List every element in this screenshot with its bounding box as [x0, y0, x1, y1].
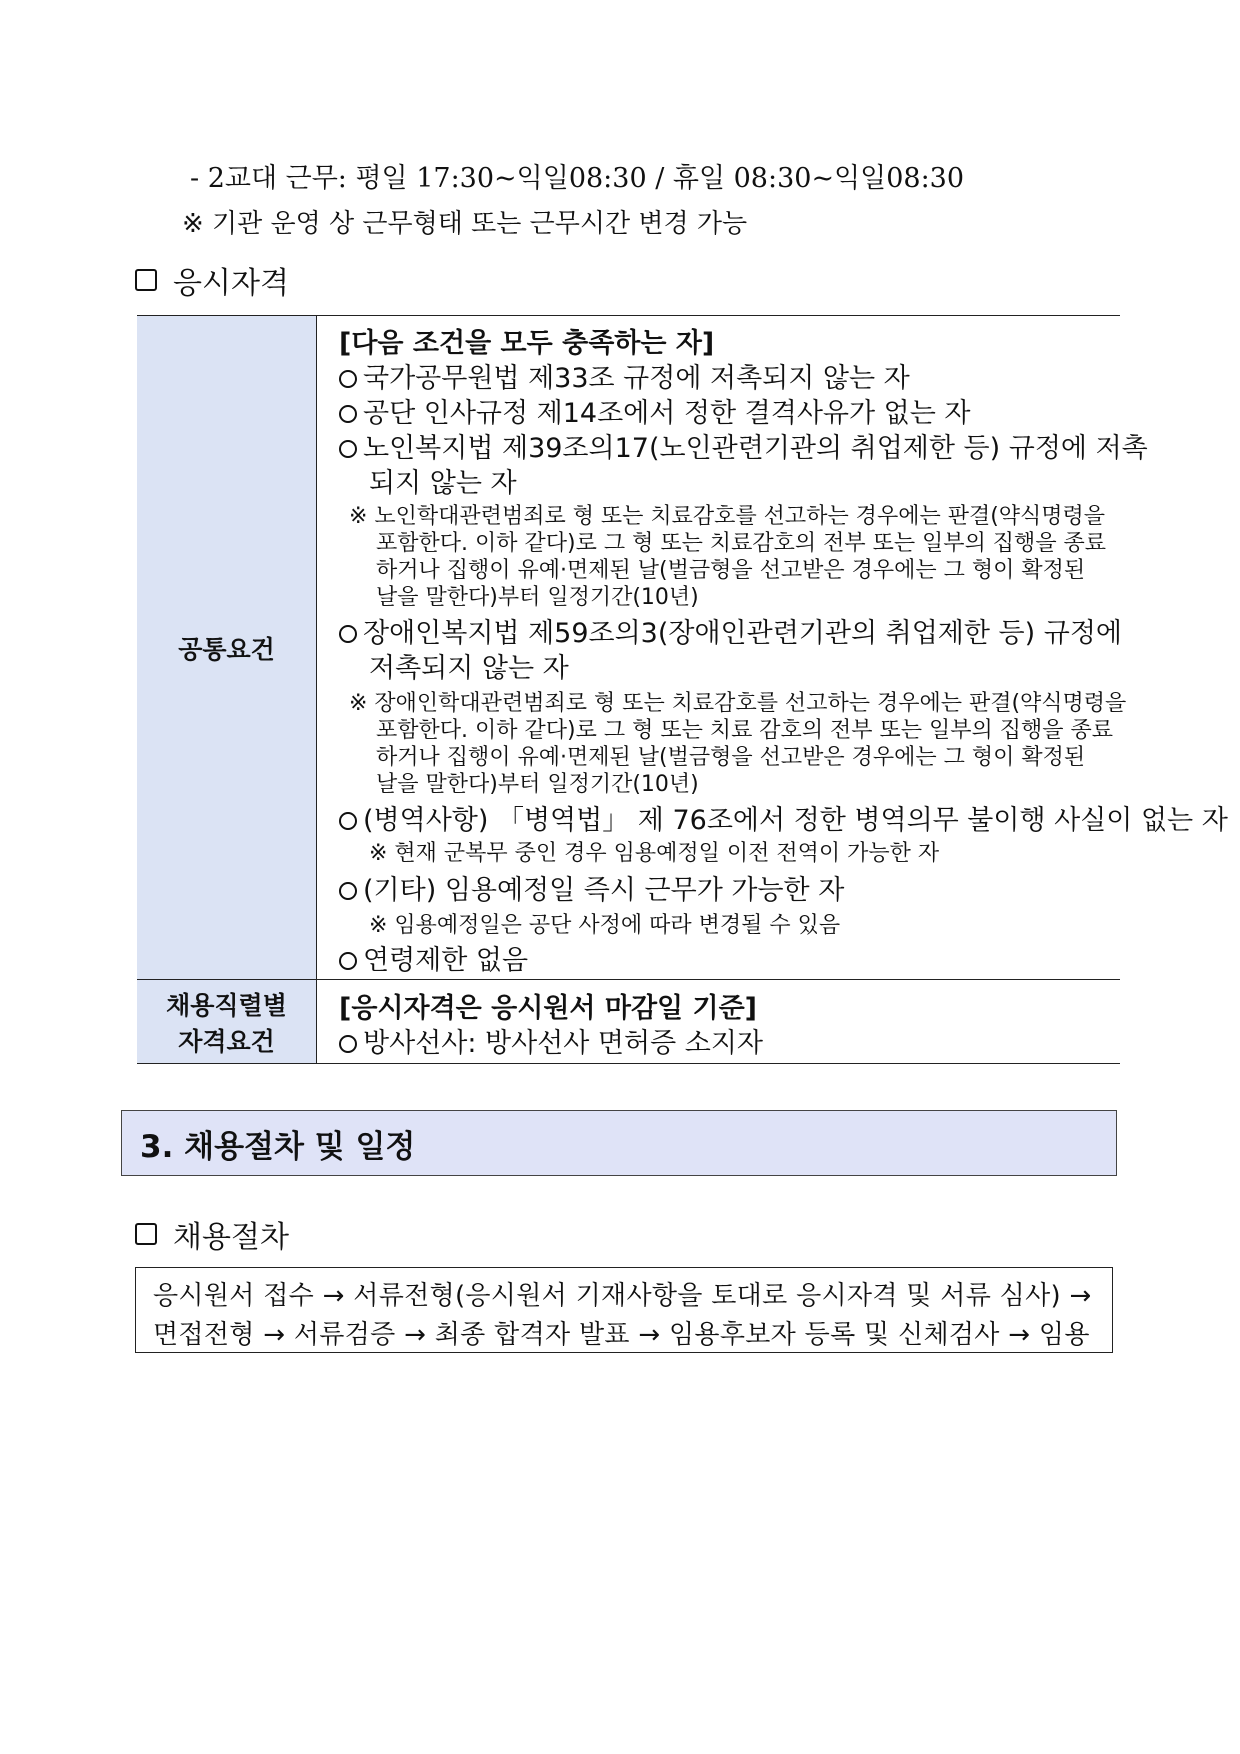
circle-bullet-icon [339, 440, 357, 458]
note-line: ※ 임용예정일은 공단 사정에 따라 변경될 수 있음 [369, 913, 841, 938]
list-item: (병역사항) 「병역법」 제 76조에서 정한 병역의무 불이행 사실이 없는 자 [339, 798, 1228, 837]
list-item: 국가공무원법 제33조 규정에 저촉되지 않는 자 [339, 356, 910, 395]
note-line: 하거나 집행이 유예·면제된 날(벌금형을 선고받은 경우에는 그 형이 확정된 [376, 558, 1086, 583]
common-requirements-label-cell [137, 316, 317, 979]
work-shift-note: - 2교대 근무: 평일 17:30~익일08:30 / 휴일 08:30~익일08:30 [190, 163, 965, 194]
position-label-line2: 자격요건 [178, 1026, 275, 1056]
list-item: 방사선사: 방사선사 면허증 소지자 [339, 1021, 763, 1060]
note-line: ※ 노인학대관련범죄로 형 또는 치료감호를 선고하는 경우에는 판결(약식명령을 [349, 504, 1106, 529]
position-requirements-label-cell [137, 980, 317, 1063]
list-item: 연령제한 없음 [339, 938, 528, 977]
qualification-title: 응시자격 [173, 266, 289, 301]
procedure-title: 채용절차 [173, 1220, 289, 1255]
circle-bullet-icon [339, 625, 357, 643]
circle-bullet-icon [339, 370, 357, 388]
position-label-line1: 채용직렬별 [166, 990, 287, 1020]
work-change-note: ※ 기관 운영 상 근무형태 또는 근무시간 변경 가능 [182, 209, 748, 239]
procedure-line: 면접전형 → 서류검증 → 최종 합격자 발표 → 임용후보자 등록 및 신체검사 → 임용 [153, 1320, 1090, 1350]
circle-bullet-icon [339, 952, 357, 970]
qualification-table [137, 315, 1228, 1064]
row-divider [137, 979, 1120, 980]
list-item-continued: 저촉되지 않는 자 [369, 653, 569, 684]
list-item: (기타) 임용예정일 즉시 근무가 가능한 자 [339, 868, 844, 907]
note-line: 하거나 집행이 유예·면제된 날(벌금형을 선고받은 경우에는 그 형이 확정된 [376, 745, 1086, 770]
list-item: 노인복지법 제39조의17(노인관련기관의 취업제한 등) 규정에 저촉 [339, 426, 1148, 465]
common-heading: [다음 조건을 모두 충족하는 자] [339, 328, 715, 359]
procedure-line: 응시원서 접수 → 서류전형(응시원서 기재사항을 토대로 응시자격 및 서류 심사) → [153, 1281, 1092, 1311]
list-item: 공단 인사규정 제14조에서 정한 결격사유가 없는 자 [339, 391, 971, 430]
circle-bullet-icon [339, 882, 357, 900]
procedure-heading [135, 1212, 289, 1256]
circle-bullet-icon [339, 405, 357, 423]
checkbox-icon [135, 269, 157, 291]
note-line: ※ 장애인학대관련범죄로 형 또는 치료감호를 선고하는 경우에는 판결(약식명령을 [349, 691, 1127, 716]
common-requirements-label: 공통요건 [178, 634, 275, 664]
list-item-continued: 되지 않는 자 [369, 468, 517, 499]
note-line: 날을 말한다)부터 일정기간(10년) [376, 585, 699, 610]
procedure-box [135, 1267, 1113, 1353]
circle-bullet-icon [339, 812, 357, 830]
note-line: 포함한다. 이하 같다)로 그 형 또는 치료감호의 전부 또는 일부의 집행을 종료 [376, 531, 1107, 556]
section-3-title: 3. 채용절차 및 일정 [140, 1128, 416, 1165]
list-item: 장애인복지법 제59조의3(장애인관련기관의 취업제한 등) 규정에 [339, 611, 1122, 650]
note-line: 날을 말한다)부터 일정기간(10년) [376, 772, 699, 797]
note-line: ※ 현재 군복무 중인 경우 임용예정일 이전 전역이 가능한 자 [369, 841, 940, 866]
checkbox-icon [135, 1223, 157, 1245]
note-line: 포함한다. 이하 같다)로 그 형 또는 치료 감호의 전부 또는 일부의 집행을 종료 [376, 718, 1114, 743]
circle-bullet-icon [339, 1035, 357, 1053]
section-3-header [121, 1110, 1117, 1176]
qualification-heading [135, 258, 289, 302]
position-heading: [응시자격은 응시원서 마감일 기준] [339, 993, 758, 1024]
